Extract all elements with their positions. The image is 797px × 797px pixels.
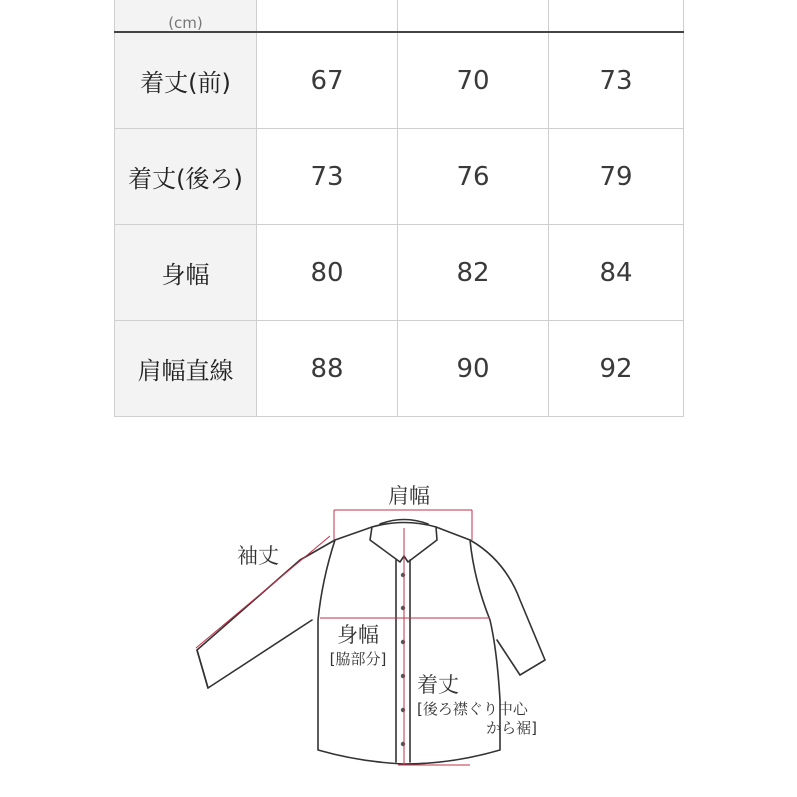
length-note-line1: [後ろ襟ぐり中心 [417,700,528,718]
table-cell: 88 [257,321,398,417]
table-cell: 76 [398,129,549,225]
unit-label: (cm) [115,0,257,32]
body-width-label: 身幅 [337,623,379,647]
table-cell: 73 [549,32,684,129]
table-cell: 67 [257,32,398,129]
row-label: 身幅 [115,225,257,321]
table-cell: 73 [257,129,398,225]
table-cell: 90 [398,321,549,417]
table-cell: 84 [549,225,684,321]
table-cell: 92 [549,321,684,417]
length-label: 着丈 [417,673,459,697]
body-width-note: [脇部分] [329,650,387,668]
table-cell: 70 [398,32,549,129]
table-cell: 80 [257,225,398,321]
table-cell: 82 [398,225,549,321]
row-label: 着丈(後ろ) [115,129,257,225]
table-cell: 79 [549,129,684,225]
buttons [401,573,405,746]
shoulder-width-label: 肩幅 [388,484,430,508]
row-label: 肩幅直線 [115,321,257,417]
sleeve-length-label: 袖丈 [237,544,279,568]
length-note-line2: から裾] [486,719,537,737]
row-label: 着丈(前) [115,32,257,129]
